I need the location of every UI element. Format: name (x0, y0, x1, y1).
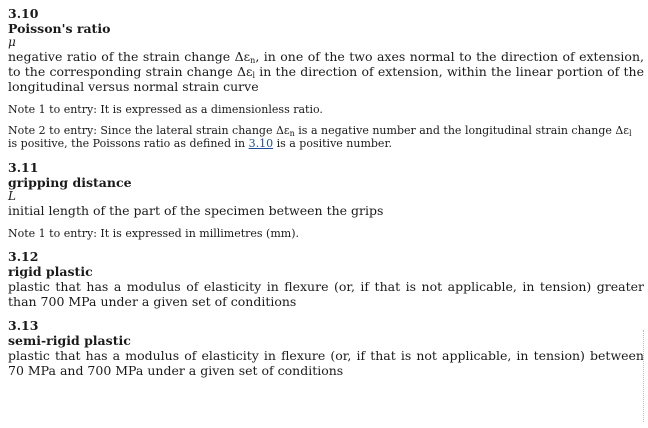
term-number: 3.13 (8, 318, 39, 333)
document-page (8, 6, 644, 378)
note-2 (8, 124, 644, 150)
definition-text: negative ratio of the strain change Δε (8, 49, 251, 64)
term-definition: plastic that has a modulus of elasticity in flexure (or, if that is not applicable, in tension) greater than 700 MPa under a given set of conditions (8, 279, 644, 309)
note-text: is a positive number. (273, 137, 392, 150)
term-entry-3-13 (8, 318, 644, 378)
note-text: is a negative number and the longitudinal strain change Δε (294, 124, 630, 137)
note-1: Note 1 to entry: It is expressed in millimetres (mm). (8, 227, 299, 240)
term-entry-3-10 (8, 6, 644, 150)
note-text: Note 2 to entry: Since the lateral strain change Δε (8, 124, 290, 137)
term-entry-3-11 (8, 160, 644, 240)
subscript: n (289, 129, 295, 138)
term-symbol: μ (8, 35, 16, 49)
subscript: n (250, 56, 256, 65)
subscript: l (629, 129, 632, 138)
term-definition: initial length of the part of the specimen between the grips (8, 203, 384, 218)
term-entry-3-12 (8, 249, 644, 309)
term-title: rigid plastic (8, 264, 93, 279)
cross-reference-link[interactable]: 3.10 (248, 137, 274, 150)
term-definition (8, 49, 644, 94)
note-1: Note 1 to entry: It is expressed as a dimensionless ratio. (8, 103, 323, 116)
scrollbar[interactable] (643, 330, 647, 422)
note-text: is positive, the Poissons ratio as defined in (8, 137, 249, 150)
term-title: semi-rigid plastic (8, 333, 131, 348)
subscript: l (252, 71, 256, 80)
term-number: 3.10 (8, 6, 39, 21)
term-number: 3.12 (8, 249, 39, 264)
term-title: gripping distance (8, 175, 132, 190)
term-definition: plastic that has a modulus of elasticity in flexure (or, if that is not applicable, in tension) between 70 MPa and 700 MPa under a given set of conditions (8, 348, 644, 378)
term-number: 3.11 (8, 160, 39, 175)
definition-text: in the direction of extension, within the linear portion of the longitudinal versus normal strain curve (8, 64, 644, 94)
definition-text: , in one of the two axes normal to the direction of extension, to the corresponding strain change Δε (8, 49, 644, 79)
term-title: Poisson's ratio (8, 21, 111, 36)
term-symbol: L (8, 189, 16, 203)
